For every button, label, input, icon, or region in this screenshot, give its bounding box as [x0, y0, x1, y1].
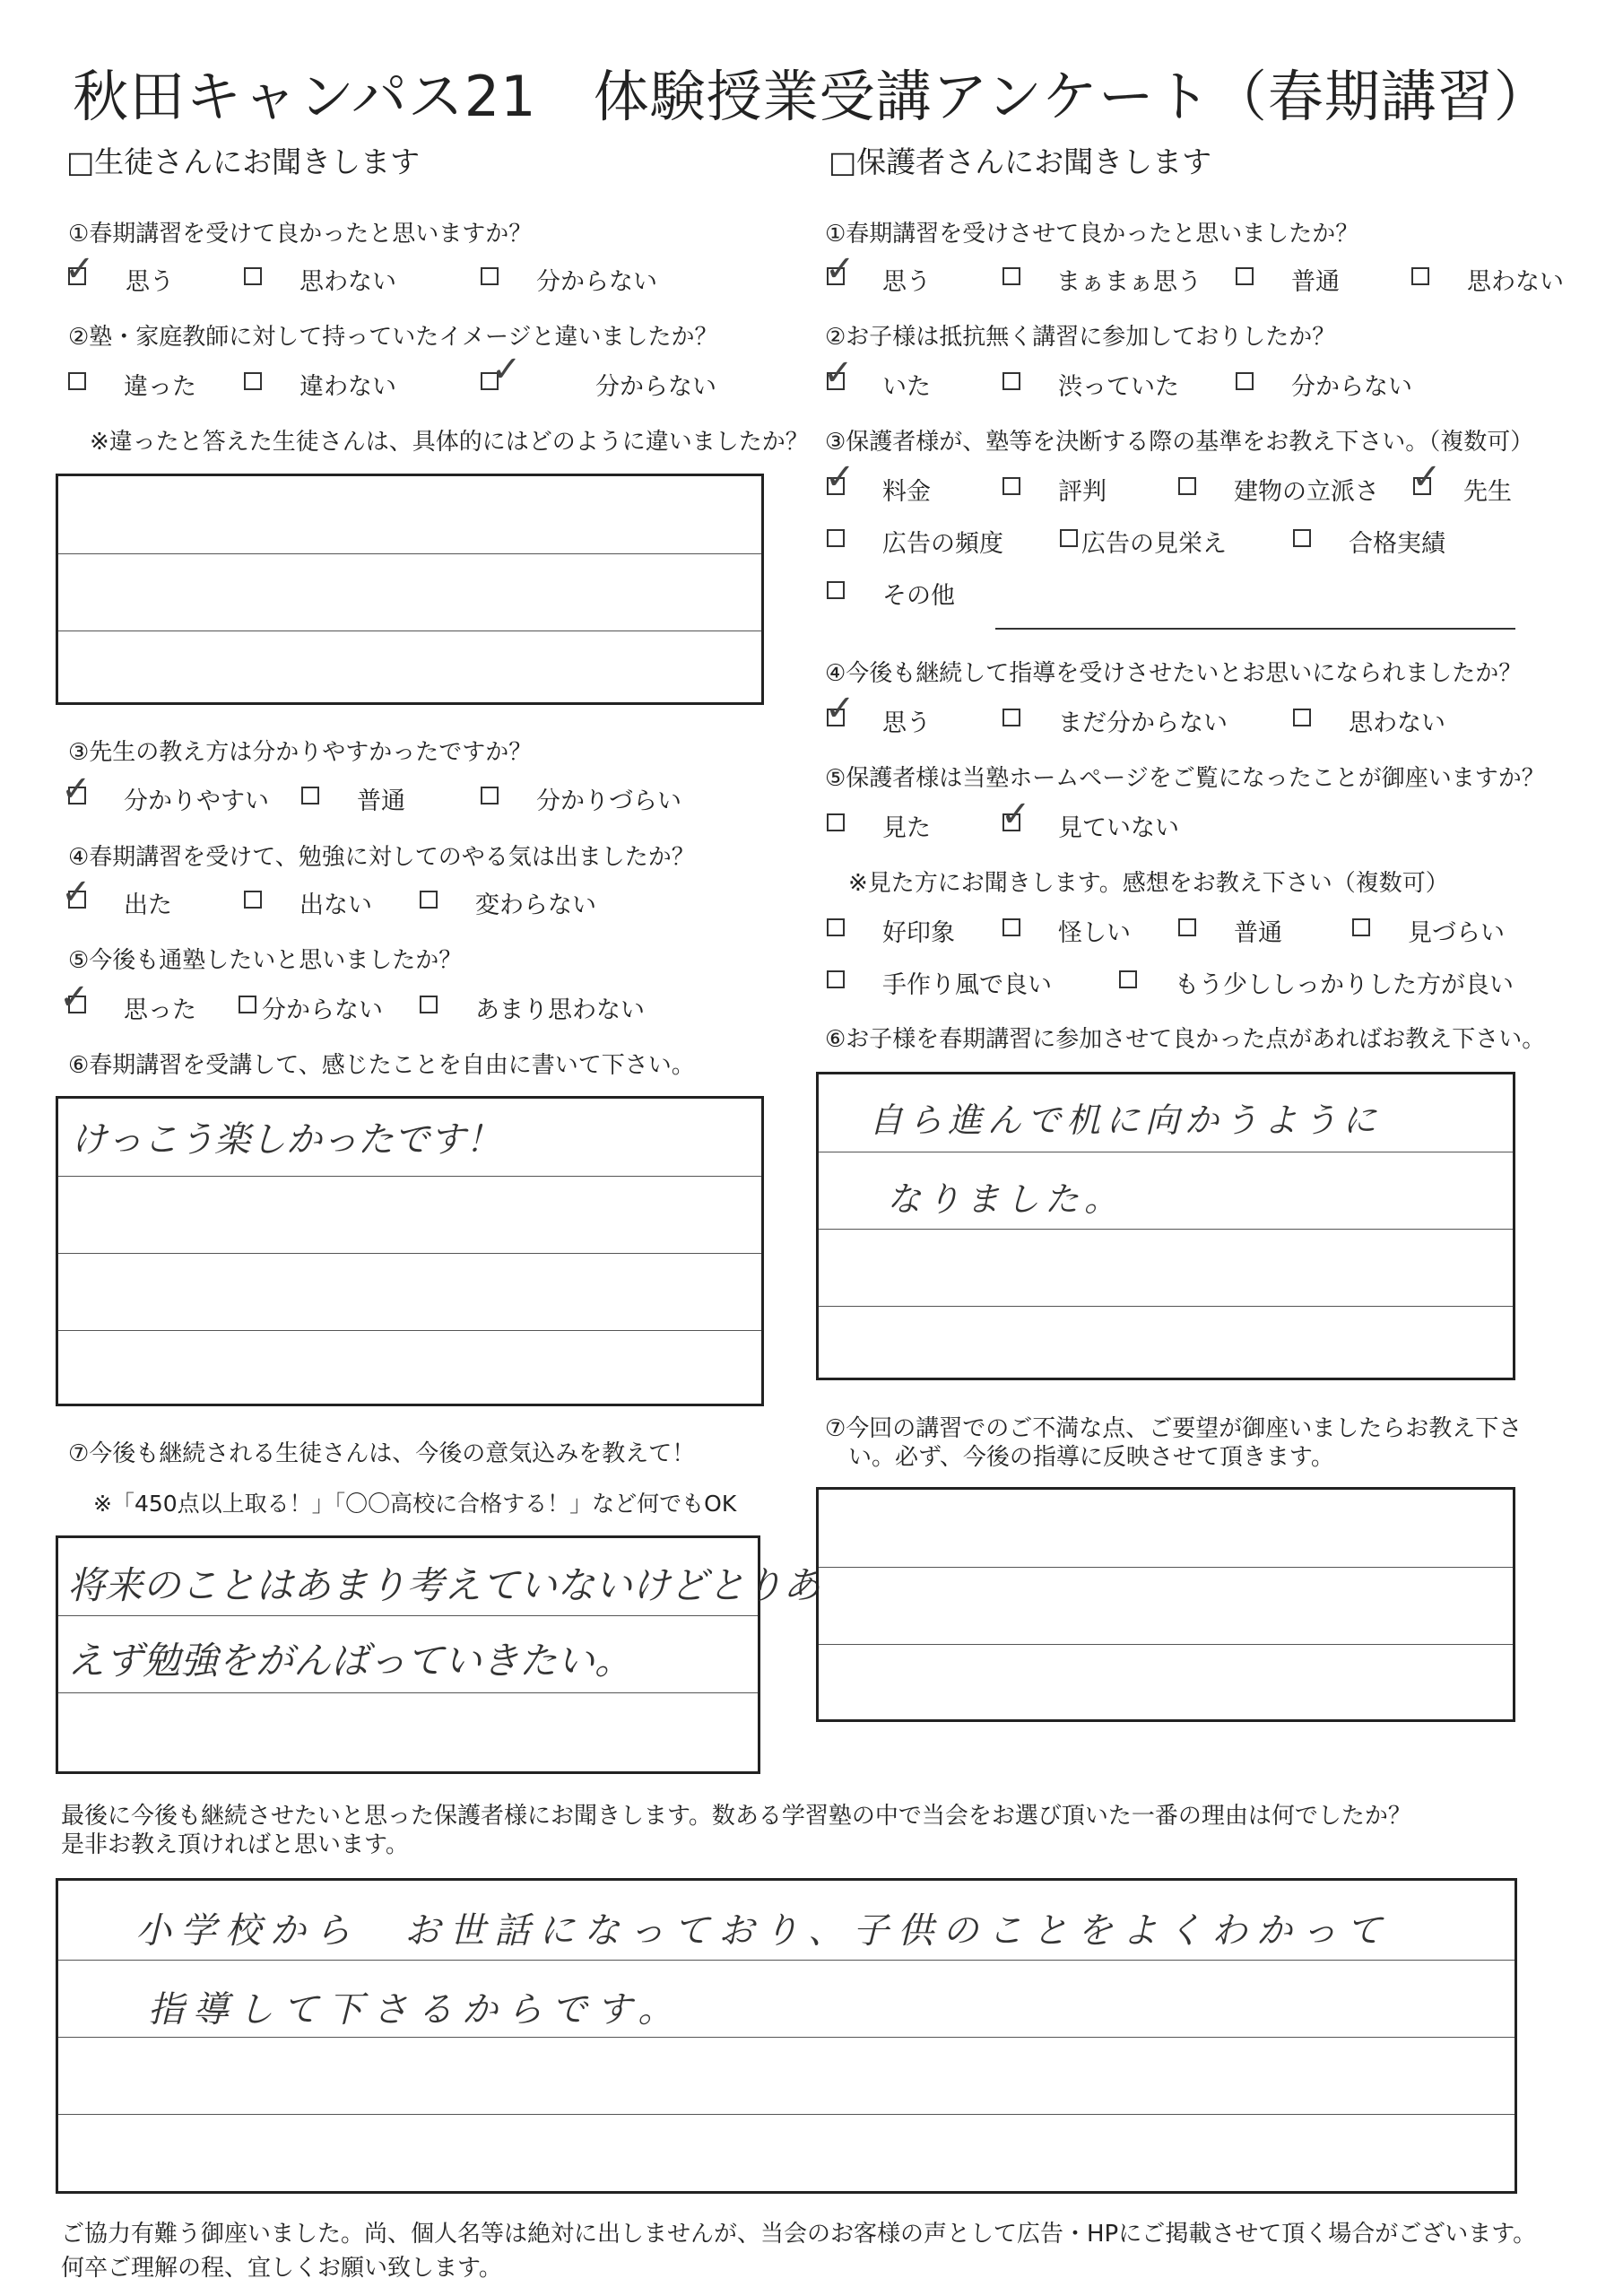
footer-line1: ご協力有難う御座いました。尚、個人名等は絶対に出しませんが、当会のお客様の声として広告・HPにご掲載させて頂く場合がございます。 [61, 2221, 1537, 2248]
parent-q7-text-line1: ⑦今回の講習でのご不満な点、ご要望が御座いましたらお教え下さ [825, 1415, 1523, 1442]
parent-q1-option-4: 思わない [1467, 268, 1564, 296]
student-q6-answer: けっこう楽しかったです！ [71, 1119, 501, 1161]
parent-q4-option-2: まだ分からない [1058, 709, 1228, 737]
parent-q1-checkbox-3[interactable] [1236, 267, 1254, 285]
student-q7-answer-box[interactable] [56, 1535, 821, 1774]
parent-q7-text-line2: い。必ず、今後の指導に反映させて頂きます。 [848, 1444, 1334, 1471]
parent-q5-sub-option-5: 手作り風で良い [882, 971, 1052, 999]
parent-q5-sub-checkbox-1[interactable] [827, 918, 845, 936]
parent-q3-option-2: 評判 [1058, 478, 1107, 506]
parent-q6-answer-box[interactable] [816, 1072, 1515, 1380]
parent-q5-sub-checkbox-5[interactable] [827, 970, 845, 988]
student-q7-text: ⑦今後も継続される生徒さんは、今後の意気込みを教えて！ [68, 1440, 696, 1467]
student-q1-option-2: 思わない [299, 268, 396, 296]
checkmark-icon: ✓ [61, 872, 91, 913]
parent-q5-sub-checkbox-4[interactable] [1352, 918, 1370, 936]
parent-q4-checkbox-3[interactable] [1293, 709, 1311, 726]
student-section-header: □生徒さんにお聞きします [66, 144, 421, 179]
parent-q3-checkbox-5[interactable] [827, 529, 845, 547]
parent-q2-option-3: 分からない [1291, 373, 1412, 401]
parent-q5-checkbox-1[interactable] [827, 813, 845, 831]
student-q1-text: ①春期講習を受けて良かったと思いますか？ [68, 221, 533, 248]
student-q4-option-2: 出ない [299, 891, 372, 919]
checkmark-icon: ✓ [1001, 794, 1031, 835]
student-q1-option-1: 思う [126, 268, 174, 296]
student-q6-answer-box[interactable] [56, 1096, 764, 1406]
student-q5-text: ⑤今後も通塾したいと思いましたか？ [68, 947, 463, 974]
final-answer-box[interactable] [56, 1878, 1517, 2194]
final-question-line2: 是非お教え頂ければと思います。 [61, 1831, 409, 1858]
student-q2-answer-box[interactable] [56, 474, 764, 705]
parent-q5-sub-checkbox-6[interactable] [1119, 970, 1137, 988]
student-q2-text: ②塾・家庭教師に対して持っていたイメージと違いましたか？ [68, 324, 718, 351]
parent-q4-option-3: 思わない [1349, 709, 1445, 737]
parent-q1-checkbox-4[interactable] [1411, 267, 1429, 285]
parent-q1-option-2: まぁまぁ思う [1056, 268, 1202, 296]
checkmark-icon: ✓ [825, 248, 855, 290]
parent-q5-sub-option-1: 好印象 [882, 919, 955, 947]
checkmark-icon: ✓ [825, 688, 855, 729]
student-q5-checkbox-3[interactable] [420, 996, 438, 1013]
checkmark-icon: ✓ [61, 769, 91, 810]
student-q3-option-3: 分かりづらい [536, 787, 681, 815]
checkmark-icon: ✓ [1411, 457, 1442, 498]
student-q4-text: ④春期講習を受けて、勉強に対してのやる気は出ましたか？ [68, 844, 695, 871]
parent-q1-text: ①春期講習を受けさせて良かったと思いましたか？ [825, 221, 1359, 248]
student-q1-checkbox-2[interactable] [244, 267, 262, 285]
parent-q3-text: ③保護者様が、塾等を決断する際の基準をお教え下さい。（複数可） [825, 429, 1534, 456]
parent-q5-sub-option-3: 普通 [1234, 919, 1282, 947]
parent-q3-option-4: 先生 [1463, 478, 1512, 506]
parent-q2-option-2: 渋っていた [1058, 373, 1179, 401]
parent-q3-checkbox-8[interactable] [827, 581, 845, 599]
parent-section-header: □保護者さんにお聞きします [829, 144, 1212, 179]
parent-q5-note: ※見た方にお聞きします。感想をお教え下さい（複数可） [848, 870, 1449, 897]
parent-q4-checkbox-2[interactable] [1002, 709, 1020, 726]
student-q5-option-1: 思った [124, 996, 196, 1024]
parent-q5-option-1: 見た [882, 814, 931, 842]
parent-q2-option-1: いた [882, 373, 931, 401]
parent-q3-option-1: 料金 [882, 478, 931, 506]
parent-q3-option-5: 広告の頻度 [882, 530, 1003, 558]
parent-q3-checkbox-7[interactable] [1293, 529, 1311, 547]
parent-q2-text: ②お子様は抵抗無く講習に参加しておりしたか？ [825, 324, 1336, 351]
footer-line2: 何卒ご理解の程、宜しくお願い致します。 [61, 2255, 502, 2282]
student-q4-checkbox-3[interactable] [420, 891, 438, 909]
parent-q3-option-6: 広告の見栄え [1081, 530, 1227, 558]
checkmark-icon: ✓ [825, 457, 855, 498]
checkmark-icon: ✓ [491, 349, 522, 390]
student-q3-checkbox-3[interactable] [481, 787, 499, 804]
student-q2-option-1: 違った [124, 373, 196, 401]
student-q4-checkbox-2[interactable] [244, 891, 262, 909]
student-q2-checkbox-2[interactable] [244, 372, 262, 390]
student-q3-checkbox-2[interactable] [301, 787, 319, 804]
parent-q5-sub-checkbox-2[interactable] [1002, 918, 1020, 936]
student-q5-checkbox-2[interactable] [239, 996, 256, 1013]
checkmark-icon: ✓ [65, 248, 95, 290]
parent-q1-option-3: 普通 [1291, 268, 1340, 296]
student-q6-text: ⑥春期講習を受講して、感じたことを自由に書いて下さい。 [68, 1052, 695, 1079]
parent-q7-answer-box[interactable] [816, 1487, 1515, 1722]
parent-q6-answer-line2: なりました。 [887, 1179, 1124, 1219]
parent-q5-option-2: 見ていない [1058, 814, 1179, 842]
parent-q3-checkbox-6[interactable] [1060, 529, 1078, 547]
parent-q3-option-8: その他 [882, 582, 955, 610]
student-q3-option-1: 分かりやすい [124, 787, 269, 815]
parent-q4-text: ④今後も継続して指導を受けさせたいとお思いになられましたか？ [825, 660, 1523, 687]
checkmark-icon: ✓ [59, 977, 90, 1018]
student-q7-note: ※「450点以上取る！」「〇〇高校に合格する！」など何でもOK [93, 1491, 737, 1517]
student-q2-option-3: 分からない [595, 373, 716, 401]
parent-q1-option-1: 思う [882, 268, 931, 296]
parent-q3-option-3: 建物の立派さ [1234, 478, 1379, 506]
parent-q5-sub-option-2: 怪しい [1058, 919, 1131, 947]
student-q3-option-2: 普通 [357, 787, 405, 815]
parent-q3-other-line[interactable] [995, 628, 1515, 630]
parent-q3-checkbox-3[interactable] [1178, 477, 1196, 495]
parent-q5-text: ⑤保護者様は当塾ホームページをご覧になったことが御座いますか？ [825, 765, 1545, 792]
parent-q5-sub-option-4: 見づらい [1408, 919, 1505, 947]
student-q5-option-3: あまり思わない [475, 996, 645, 1024]
student-q4-option-3: 変わらない [475, 891, 596, 919]
parent-q5-sub-checkbox-3[interactable] [1178, 918, 1196, 936]
parent-q2-checkbox-3[interactable] [1236, 372, 1254, 390]
parent-q3-option-7: 合格実績 [1349, 530, 1445, 558]
parent-q5-sub-option-6: もう少ししっかりした方が良い [1175, 971, 1514, 999]
parent-q6-answer-line1: 自ら進んで机に向かうように [869, 1100, 1383, 1140]
final-question-line1: 最後に今後も継続させたいと思った保護者様にお聞きします。数ある学習塾の中で当会をお選び頂いた一番の理由は何でしたか？ [61, 1803, 1411, 1830]
student-q3-text: ③先生の教え方は分かりやすかったですか？ [68, 739, 533, 766]
student-q1-option-3: 分からない [536, 268, 657, 296]
student-q2-option-2: 違わない [299, 373, 396, 401]
student-q4-option-1: 出た [124, 891, 172, 919]
student-q5-option-2: 分からない [262, 996, 383, 1024]
parent-q4-option-1: 思う [882, 709, 931, 737]
parent-q3-checkbox-2[interactable] [1002, 477, 1020, 495]
survey-title: 秋田キャンパス21 体験授業受講アンケート（春期講習） [73, 64, 1550, 129]
student-q7-answer-line1: 将来のことはあまり考えていないけどとりあ [67, 1563, 821, 1607]
student-q2-note: ※違ったと答えた生徒さんは、具体的にはどのように違いましたか？ [90, 429, 809, 456]
final-answer-line2: 指導して下さるからです。 [148, 1989, 683, 2031]
student-q7-answer-line2: えず勉強をがんばっていきたい。 [67, 1639, 633, 1683]
final-answer-line1: 小学校から お世話になっており、子供のことをよくわかって [135, 1910, 1391, 1952]
checkmark-icon: ✓ [823, 352, 854, 394]
parent-q1-checkbox-2[interactable] [1002, 267, 1020, 285]
student-q1-checkbox-3[interactable] [481, 267, 499, 285]
parent-q2-checkbox-2[interactable] [1002, 372, 1020, 390]
student-q2-checkbox-1[interactable] [68, 372, 86, 390]
parent-q6-text: ⑥お子様を春期講習に参加させて良かった点があればお教え下さい。 [825, 1026, 1546, 1053]
